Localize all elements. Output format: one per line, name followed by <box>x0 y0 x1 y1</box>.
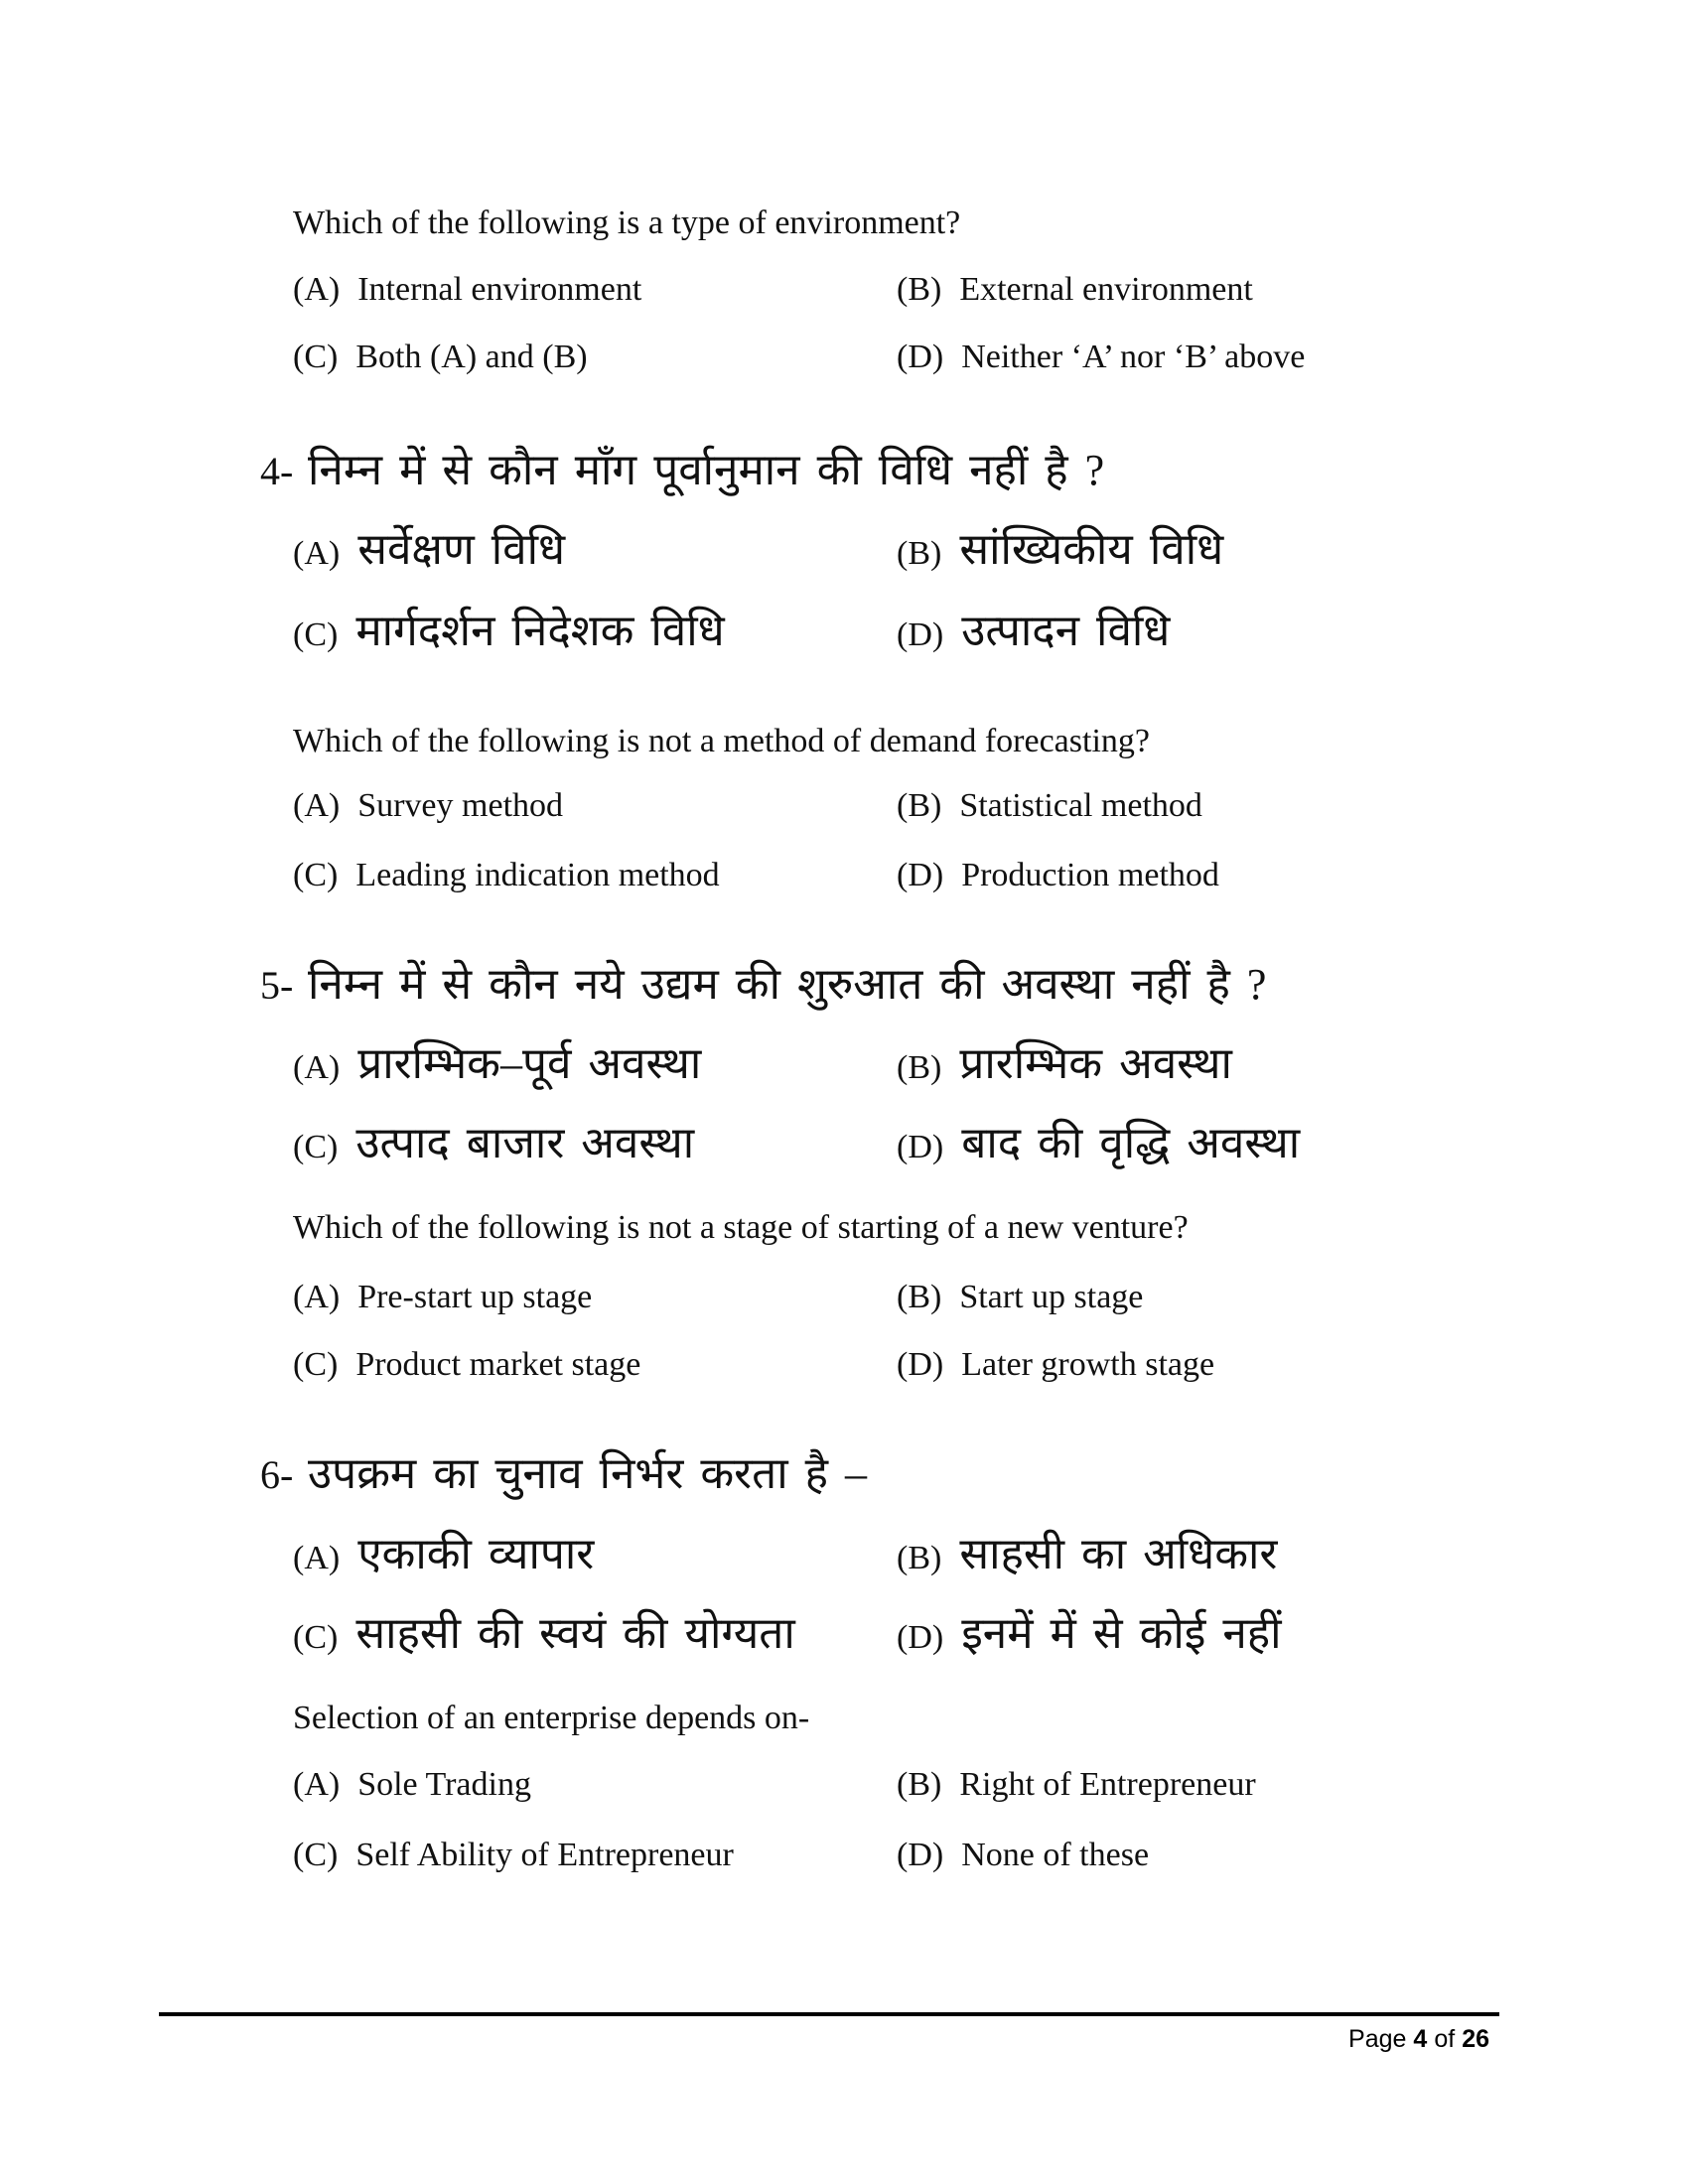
option-b <box>897 1278 1628 1318</box>
question-5-hindi-line <box>260 959 1266 1012</box>
question-4-english-options-row-1 <box>293 786 1628 827</box>
option-c-text: उत्पाद बाजार अवस्था <box>355 1119 695 1167</box>
option-c <box>293 338 897 378</box>
current-page-value: 4 <box>1413 2025 1428 2053</box>
option-c-text: मार्गदर्शन निदेशक विधि <box>355 607 725 655</box>
question-number: 6- <box>260 1452 294 1497</box>
option-a-text: Sole Trading <box>357 1766 531 1803</box>
option-b <box>897 786 1628 827</box>
option-a-label: (A) <box>293 271 341 308</box>
option-b <box>897 1529 1628 1581</box>
option-d-label: (D) <box>897 1837 944 1873</box>
option-a <box>293 1765 897 1806</box>
of-label: of <box>1434 2025 1456 2053</box>
option-b-text: सांख्यिकीय विधि <box>959 525 1224 574</box>
question-text: निम्न में से कौन माँग पूर्वानुमान की विधि नहीं है ? <box>308 446 1105 494</box>
option-c-text: साहसी की स्वयं की योग्यता <box>355 1609 795 1658</box>
option-d <box>897 1608 1628 1661</box>
question-text: Which of the following is not a method of demand forecasting? <box>293 723 1150 759</box>
option-a-text: Pre-start up stage <box>357 1279 593 1315</box>
option-c-label: (C) <box>293 1129 339 1165</box>
option-d-text: None of these <box>961 1837 1150 1873</box>
question-4-hindi-options-row-1 <box>293 524 1628 577</box>
option-b-label: (B) <box>897 271 942 308</box>
option-c-label: (C) <box>293 1346 339 1383</box>
question-text: उपक्रम का चुनाव निर्भर करता है – <box>308 1449 867 1498</box>
option-b-label: (B) <box>897 787 942 824</box>
option-d-label: (D) <box>897 857 944 893</box>
question-6-hindi-options-row-2 <box>293 1608 1628 1661</box>
option-a-label: (A) <box>293 1766 341 1803</box>
option-d-text: Neither ‘A’ nor ‘B’ above <box>961 339 1306 375</box>
option-b-label: (B) <box>897 1049 942 1086</box>
option-a-label: (A) <box>293 535 341 572</box>
option-c-text: Self Ability of Entrepreneur <box>355 1837 734 1873</box>
option-a <box>293 1038 897 1091</box>
option-a-label: (A) <box>293 787 341 824</box>
question-4-english-line <box>293 722 1150 762</box>
option-a-text: Internal environment <box>357 271 642 308</box>
option-d-text: Later growth stage <box>961 1346 1215 1383</box>
option-d-text: Production method <box>961 857 1219 893</box>
question-text: निम्न में से कौन नये उद्यम की शुरुआत की अवस्था नहीं है ? <box>308 960 1267 1009</box>
option-b-text: साहसी का अधिकार <box>959 1530 1278 1578</box>
option-b <box>897 524 1628 577</box>
option-b <box>897 270 1628 311</box>
option-c <box>293 856 897 896</box>
question-5-english-options-row-2 <box>293 1345 1628 1386</box>
option-c-text: Both (A) and (B) <box>355 339 588 375</box>
option-c <box>293 1608 897 1661</box>
question-4-hindi-options-row-2 <box>293 606 1628 658</box>
question-number: 4- <box>260 449 294 493</box>
option-d <box>897 1345 1628 1386</box>
question-6-english-options-row-1 <box>293 1765 1628 1806</box>
option-a-text: सर्वेक्षण विधि <box>357 525 566 574</box>
option-d <box>897 1118 1628 1170</box>
option-c <box>293 1836 897 1876</box>
option-c-label: (C) <box>293 339 339 375</box>
option-d <box>897 856 1628 896</box>
option-a-label: (A) <box>293 1049 341 1086</box>
option-b-label: (B) <box>897 1279 942 1315</box>
page-label: Page <box>1348 2025 1407 2053</box>
option-a <box>293 524 897 577</box>
option-c <box>293 1345 897 1386</box>
option-c-text: Leading indication method <box>355 857 720 893</box>
option-b-text: Statistical method <box>959 787 1202 824</box>
option-d-label: (D) <box>897 616 944 653</box>
option-d <box>897 1836 1628 1876</box>
option-d-label: (D) <box>897 1129 944 1165</box>
option-a <box>293 786 897 827</box>
option-a <box>293 270 897 311</box>
option-a-text: एकाकी व्यापार <box>357 1530 595 1578</box>
question-4-hindi-line <box>260 445 1104 497</box>
option-b-text: External environment <box>959 271 1253 308</box>
total-pages-value: 26 <box>1462 2025 1489 2053</box>
option-a-text: प्रारम्भिक–पूर्व अवस्था <box>357 1039 702 1088</box>
option-a-label: (A) <box>293 1279 341 1315</box>
option-c <box>293 606 897 658</box>
option-d-label: (D) <box>897 1619 944 1656</box>
question-5-english-line <box>293 1208 1189 1249</box>
option-b-label: (B) <box>897 1540 942 1576</box>
option-a <box>293 1278 897 1318</box>
option-b-text: प्रारम्भिक अवस्था <box>959 1039 1232 1088</box>
option-d-label: (D) <box>897 1346 944 1383</box>
question-text: Which of the following is not a stage of starting of a new venture? <box>293 1209 1189 1246</box>
option-c-label: (C) <box>293 616 339 653</box>
option-b <box>897 1038 1628 1091</box>
question-text: Which of the following is a type of environment? <box>293 205 961 241</box>
option-c-label: (C) <box>293 1619 339 1656</box>
option-c-label: (C) <box>293 857 339 893</box>
question-6-hindi-options-row-1 <box>293 1529 1628 1581</box>
option-c-text: Product market stage <box>355 1346 641 1383</box>
option-a-text: Survey method <box>357 787 564 824</box>
question-5-hindi-options-row-2 <box>293 1118 1628 1170</box>
option-c <box>293 1118 897 1170</box>
question-6-english-options-row-2 <box>293 1836 1628 1876</box>
question-3-english-options-row-2 <box>293 338 1628 378</box>
option-d-text: उत्पादन विधि <box>961 607 1171 655</box>
question-text: Selection of an enterprise depends on- <box>293 1700 810 1736</box>
footer-divider <box>159 2012 1499 2016</box>
option-a <box>293 1529 897 1581</box>
option-b-label: (B) <box>897 535 942 572</box>
question-5-hindi-options-row-1 <box>293 1038 1628 1091</box>
option-c-label: (C) <box>293 1837 339 1873</box>
option-d-text: इनमें में से कोई नहीं <box>961 1609 1282 1658</box>
option-d-label: (D) <box>897 339 944 375</box>
option-d <box>897 606 1628 658</box>
question-number: 5- <box>260 963 294 1008</box>
option-d-text: बाद की वृद्धि अवस्था <box>961 1119 1301 1167</box>
option-b-text: Right of Entrepreneur <box>959 1766 1256 1803</box>
option-b-label: (B) <box>897 1766 942 1803</box>
question-6-english-line <box>293 1699 809 1739</box>
page-number <box>1348 2025 1489 2054</box>
option-a-label: (A) <box>293 1540 341 1576</box>
option-d <box>897 338 1628 378</box>
option-b <box>897 1765 1628 1806</box>
question-3-english-line <box>293 204 960 244</box>
option-b-text: Start up stage <box>959 1279 1144 1315</box>
question-6-hindi-line <box>260 1448 867 1501</box>
question-4-english-options-row-2 <box>293 856 1628 896</box>
question-3-english-options-row-1 <box>293 270 1628 311</box>
question-5-english-options-row-1 <box>293 1278 1628 1318</box>
